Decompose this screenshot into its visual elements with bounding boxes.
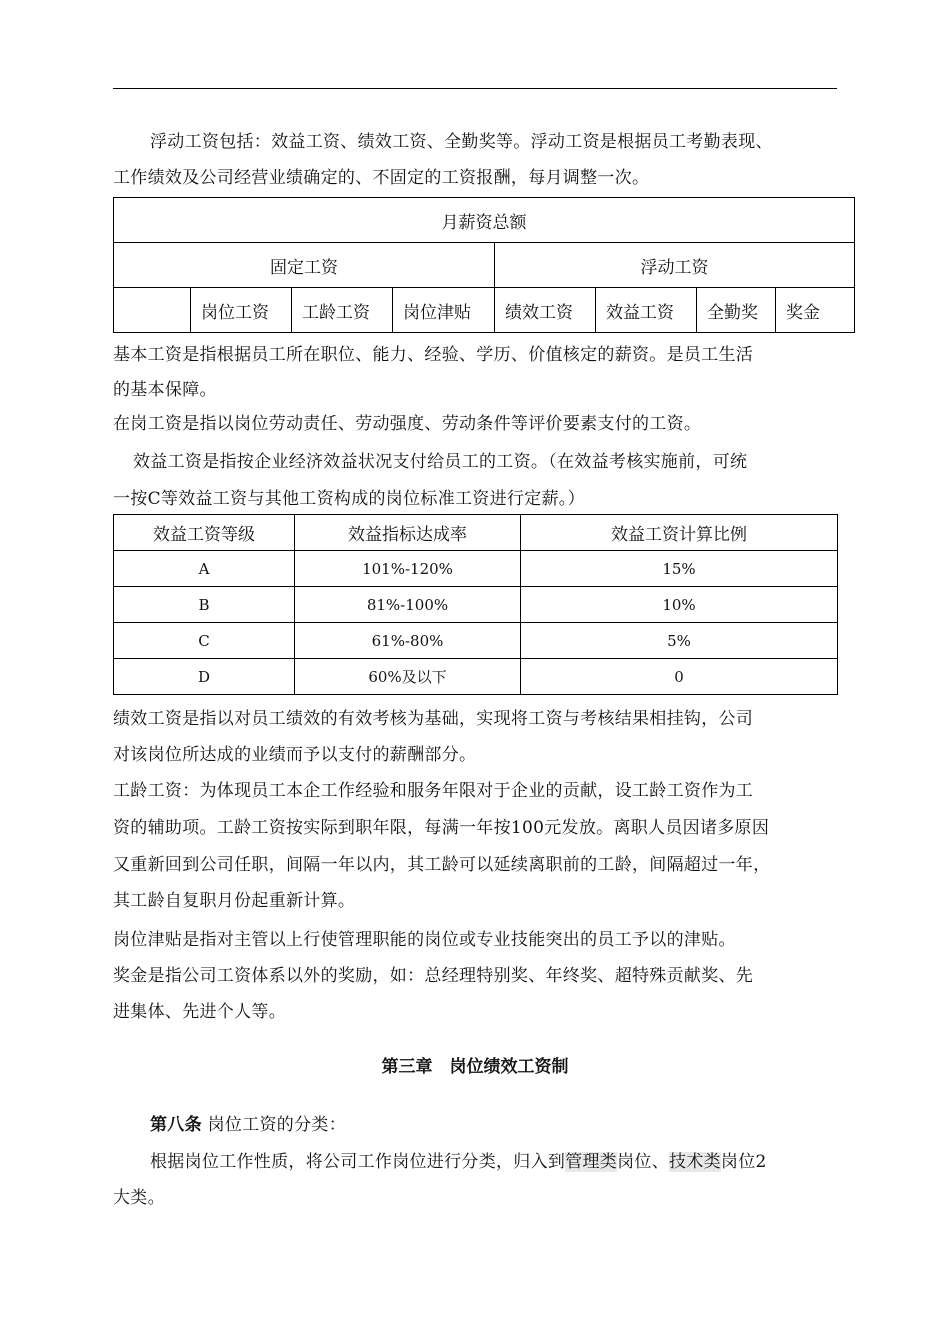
table-header: 效益工资等级 xyxy=(114,515,295,551)
classification-text: 根据岗位工作性质，将公司工作岗位进行分类，归入到 xyxy=(150,1152,566,1172)
classification-text: 岗位2 xyxy=(720,1152,767,1172)
header-rule xyxy=(113,88,837,89)
seniority-line-2: 资的辅助项。工龄工资按实际到职年限，每满一年按100元发放。离职人员因诸多原因 xyxy=(113,818,770,838)
ratio-cell: 5% xyxy=(521,623,838,659)
classification-line-1 xyxy=(150,1147,767,1172)
salary-item-cell xyxy=(114,288,191,333)
rate-cell: 101%-120% xyxy=(295,551,521,587)
table-row xyxy=(114,659,838,695)
salary-item-cell: 奖金 xyxy=(776,288,855,333)
table-row xyxy=(114,551,838,587)
intro-line-2: 工作绩效及公司经营业绩确定的、不固定的工资报酬，每月调整一次。 xyxy=(113,168,650,188)
highlight-management: 管理类 xyxy=(565,1152,618,1172)
seniority-line-4: 其工龄自复职月份起重新计算。 xyxy=(113,891,356,911)
rate-cell: 61%-80% xyxy=(295,623,521,659)
table-row xyxy=(114,623,838,659)
basic-line-2: 的基本保障。 xyxy=(113,380,217,400)
grade-cell: A xyxy=(114,551,295,587)
performance-line-2: 对该岗位所达成的业绩而予以支付的薪酬部分。 xyxy=(113,745,477,765)
salary-table-title: 月薪资总额 xyxy=(114,198,855,243)
bonus-line-1: 奖金是指公司工资体系以外的奖励，如：总经理特别奖、年终奖、超特殊贡献奖、先 xyxy=(113,966,754,986)
rate-cell: 81%-100% xyxy=(295,587,521,623)
floating-salary-header: 浮动工资 xyxy=(495,243,855,288)
rate-cell: 60%及以下 xyxy=(295,659,521,695)
table-row xyxy=(114,587,838,623)
classification-text: 岗位、 xyxy=(617,1152,670,1172)
seniority-line-3: 又重新回到公司任职，间隔一年以内，其工龄可以延续离职前的工龄，间隔超过一年， xyxy=(113,855,771,875)
ratio-cell: 15% xyxy=(521,551,838,587)
performance-line-1: 绩效工资是指以对员工绩效的有效考核为基础，实现将工资与考核结果相挂钩，公司 xyxy=(113,709,754,729)
article-label: 第八条 xyxy=(150,1115,202,1135)
chapter-title: 第三章 岗位绩效工资制 xyxy=(381,1057,569,1077)
benefit-line-2: 一按C等效益工资与其他工资构成的岗位标准工资进行定薪。） xyxy=(113,489,585,509)
benefit-line-1: 效益工资是指按企业经济效益状况支付给员工的工资。（在效益考核实施前，可统 xyxy=(133,452,748,472)
article-text: 岗位工资的分类： xyxy=(201,1115,347,1135)
table-header: 效益工资计算比例 xyxy=(521,515,838,551)
salary-item-cell: 绩效工资 xyxy=(495,288,596,333)
seniority-line-1: 工龄工资：为体现员工本企工作经验和服务年限对于企业的贡献，设工龄工资作为工 xyxy=(113,781,754,801)
salary-item-cell: 效益工资 xyxy=(596,288,697,333)
salary-structure-table xyxy=(113,197,855,333)
article-heading xyxy=(150,1110,346,1135)
onpost-paragraph: 在岗工资是指以岗位劳动责任、劳动强度、劳动条件等评价要素支付的工资。 xyxy=(113,414,702,434)
basic-line-1: 基本工资是指根据员工所在职位、能力、经验、学历、价值核定的薪资。是员工生活 xyxy=(113,345,754,365)
ratio-cell: 10% xyxy=(521,587,838,623)
grade-cell: D xyxy=(114,659,295,695)
grade-cell: B xyxy=(114,587,295,623)
table-header: 效益指标达成率 xyxy=(295,515,521,551)
allowance-paragraph: 岗位津贴是指对主管以上行使管理职能的岗位或专业技能突出的员工予以的津贴。 xyxy=(113,930,736,950)
highlight-technical: 技术类 xyxy=(669,1152,721,1172)
bonus-line-2: 进集体、先进个人等。 xyxy=(113,1002,286,1022)
grade-cell: C xyxy=(114,623,295,659)
benefit-grade-table xyxy=(113,514,838,695)
intro-line-1: 浮动工资包括：效益工资、绩效工资、全勤奖等。浮动工资是根据员工考勤表现、 xyxy=(150,132,773,152)
classification-line-2: 大类。 xyxy=(113,1188,165,1208)
fixed-salary-header: 固定工资 xyxy=(114,243,495,288)
salary-item-cell: 岗位工资 xyxy=(191,288,292,333)
salary-item-cell: 全勤奖 xyxy=(697,288,776,333)
salary-item-cell: 岗位津贴 xyxy=(393,288,495,333)
salary-item-cell: 工龄工资 xyxy=(292,288,393,333)
ratio-cell: 0 xyxy=(521,659,838,695)
